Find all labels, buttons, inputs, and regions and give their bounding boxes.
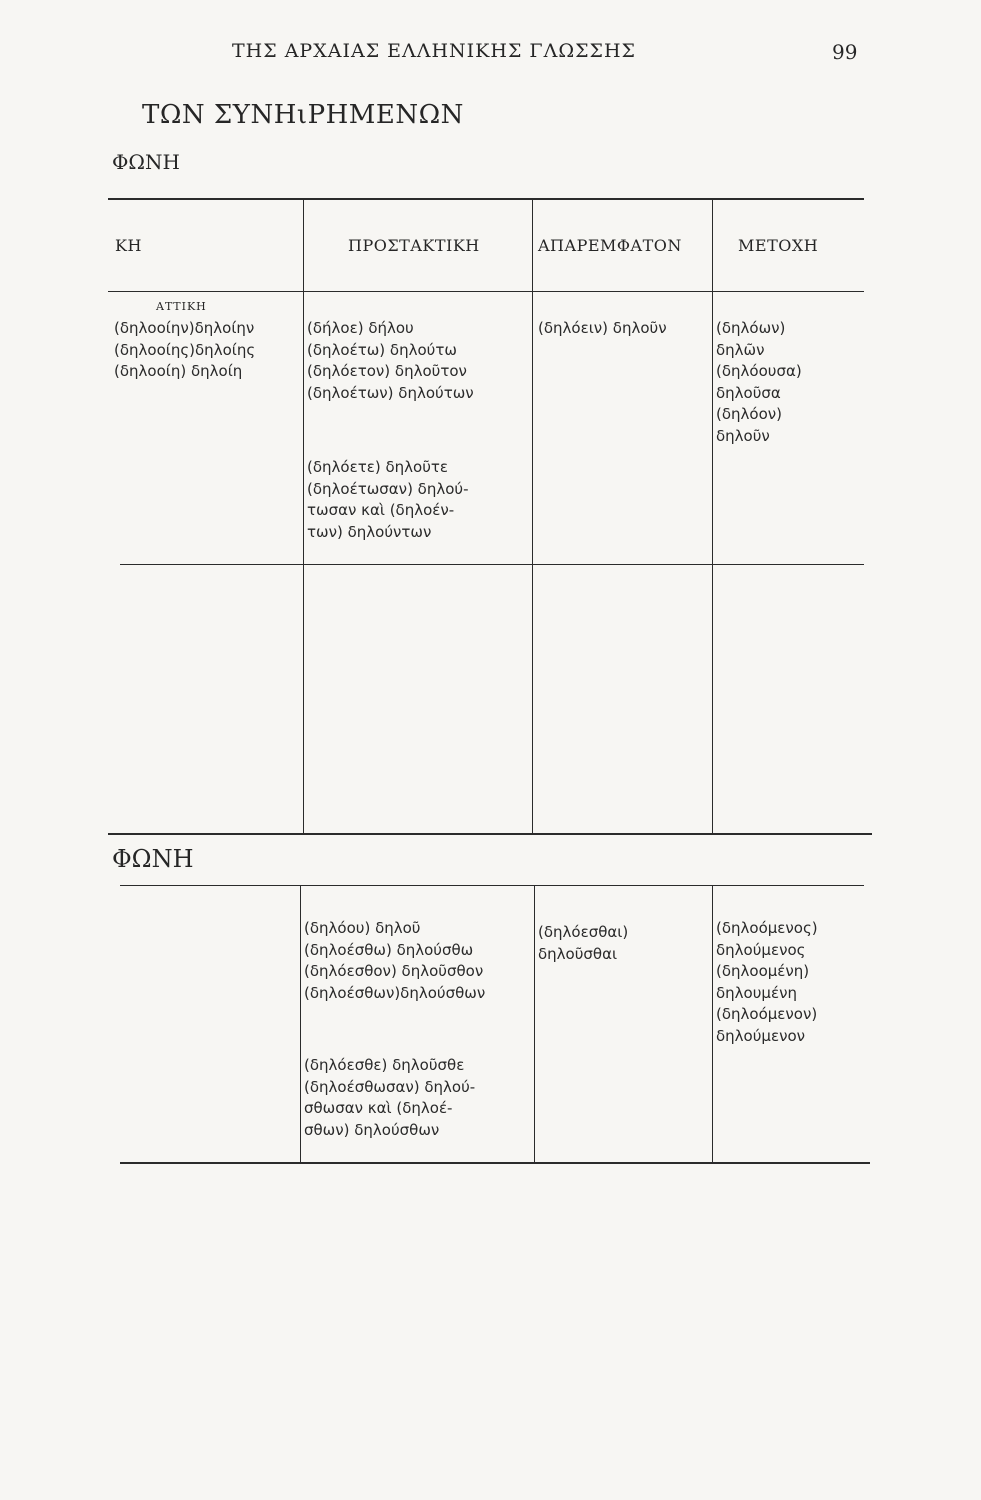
table-line: (δηλοοίην)δηλοίην xyxy=(114,319,255,337)
table-line: (δηλόετε) δηλοῦτε xyxy=(307,458,449,476)
table-line: δηλούμενος xyxy=(716,940,806,959)
table-line: (δηλοέτων) δηλούτων xyxy=(307,383,474,402)
middle-imperative-cell-2 xyxy=(304,1055,475,1141)
table-line: τωσαν καὶ (δηλοέν- xyxy=(307,501,455,520)
active-mid-rule xyxy=(120,564,864,565)
table-line: (δηλοέσθων)δηλούσθων xyxy=(304,983,486,1002)
column-divider-1-middle xyxy=(300,886,301,1162)
dialect-subheader: ΑΤΤΙΚΗ xyxy=(156,300,207,313)
column-divider-1 xyxy=(303,199,304,833)
table-line: δηλοῦσθαι xyxy=(538,944,618,963)
table-line: σθωσαν καὶ (δηλοέ- xyxy=(304,1099,453,1118)
table-top-rule xyxy=(108,198,864,200)
table-line: δηλοῦν xyxy=(716,426,770,445)
table-line: (δηλοέσθω) δηλούσθω xyxy=(304,940,474,959)
active-imperative-cell-2 xyxy=(307,457,469,543)
table-line: (δηλόεσθαι) xyxy=(538,923,629,941)
active-voice-label: ΦΩΝΗ xyxy=(112,150,180,174)
table-line: (δηλόειν) δηλοῦν xyxy=(538,319,667,337)
table-line: δηλουμένη xyxy=(716,983,797,1002)
middle-top-rule xyxy=(120,885,864,886)
middle-bottom-rule xyxy=(120,1162,870,1164)
table-line: των) δηλούντων xyxy=(307,522,432,541)
table-line: (δηλοέτωσαν) δηλού- xyxy=(307,479,469,498)
table-line: (δηλοέτω) δηλούτω xyxy=(307,340,457,359)
table-line: (δηλοοίης)δηλοίης xyxy=(114,340,256,359)
page-number: 99 xyxy=(832,40,858,64)
table-line: (δηλοοίη) δηλοίη xyxy=(114,362,243,381)
table-line: (δηλοόμενος) xyxy=(716,919,818,937)
middle-infinitive-cell xyxy=(538,922,628,965)
table-line: σθων) δηλούσθων xyxy=(304,1120,440,1139)
active-infinitive-cell xyxy=(538,318,667,340)
table-line: (δηλοέσθωσαν) δηλού- xyxy=(304,1077,476,1096)
table-line: (δηλόου) δηλοῦ xyxy=(304,919,421,937)
table-line: δηλῶν xyxy=(716,340,765,359)
table-line: (δηλόεσθον) δηλοῦσθον xyxy=(304,962,484,981)
table-line: (δηλόετον) δηλοῦτον xyxy=(307,362,467,381)
column-divider-2-middle xyxy=(534,886,535,1162)
table-line: (δηλοόμενον) xyxy=(716,1005,818,1024)
active-participle-cell xyxy=(716,318,802,448)
column-header-imperative: ΠΡΟΣΤΑΚΤΙΚΗ xyxy=(348,236,480,255)
table-line: (δηλόεσθε) δηλοῦσθε xyxy=(304,1056,465,1074)
table-line: (δηλόον) xyxy=(716,405,782,424)
table-line: δηλούμενον xyxy=(716,1026,806,1045)
table-line: (δηλόων) xyxy=(716,319,786,337)
column-header-infinitive: ΑΠΑΡΕΜΦΑΤΟΝ xyxy=(538,236,682,255)
column-divider-3-middle xyxy=(712,886,713,1162)
middle-participle-cell xyxy=(716,918,818,1048)
table-line: (δηλοομένη) xyxy=(716,962,810,981)
column-header-participle: ΜΕΤΟΧΗ xyxy=(738,236,819,255)
active-optative-cell xyxy=(114,318,255,383)
column-divider-3 xyxy=(712,199,713,833)
column-header-mood: ΚΗ xyxy=(115,236,142,255)
running-header: ΤΗΣ ΑΡΧΑΙΑΣ ΕΛΛΗΝΙΚΗΣ ΓΛΩΣΣΗΣ xyxy=(232,40,636,62)
section-title: ΤΩΝ ΣΥΝΗιΡΗΜΕΝΩΝ xyxy=(142,100,464,130)
table-line: (δηλόουσα) xyxy=(716,362,802,381)
active-bottom-rule xyxy=(108,833,872,835)
active-imperative-cell-1 xyxy=(307,318,474,404)
table-header-rule xyxy=(108,291,864,292)
table-line: δηλοῦσα xyxy=(716,383,781,402)
table-line: (δήλοε) δήλου xyxy=(307,319,414,337)
middle-voice-label: ΦΩΝΗ xyxy=(112,845,194,873)
middle-imperative-cell-1 xyxy=(304,918,485,1004)
column-divider-2 xyxy=(532,199,533,833)
